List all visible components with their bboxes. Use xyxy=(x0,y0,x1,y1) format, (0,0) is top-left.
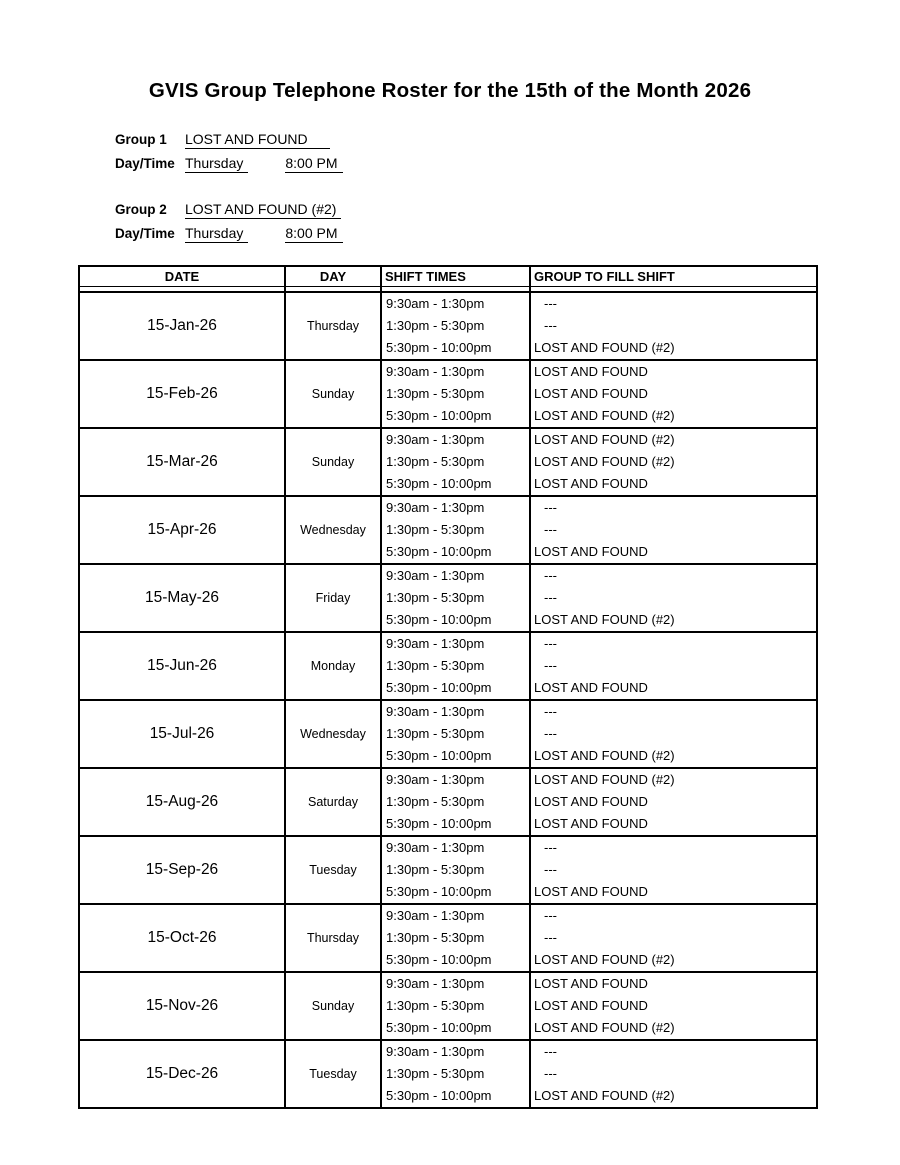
day-cell: Tuesday xyxy=(284,837,380,903)
col-header-group-to-fill: GROUP TO FILL SHIFT xyxy=(529,267,816,286)
table-row xyxy=(80,293,816,359)
group-fill-line: LOST AND FOUND xyxy=(534,794,648,809)
meeting-time-value: 8:00 PM xyxy=(285,155,342,173)
daytime-label: Day/Time xyxy=(115,156,175,171)
day-cell: Sunday xyxy=(284,429,380,495)
shift-time-line: 1:30pm - 5:30pm xyxy=(386,522,485,537)
date-cell: 15-Nov-26 xyxy=(145,997,219,1014)
group-fill-line: LOST AND FOUND (#2) xyxy=(534,454,675,469)
group-fill-cell xyxy=(529,361,816,427)
group-fill-line: LOST AND FOUND (#2) xyxy=(534,1088,675,1103)
shift-time-line: 1:30pm - 5:30pm xyxy=(386,862,485,877)
day-cell: Sunday xyxy=(284,973,380,1039)
table-body xyxy=(80,293,816,1107)
shift-times-cell xyxy=(380,769,529,835)
shift-time-line: 5:30pm - 10:00pm xyxy=(386,748,492,763)
shift-time-line: 9:30am - 1:30pm xyxy=(386,1044,485,1059)
date-cell: 15-Sep-26 xyxy=(145,861,219,878)
group-fill-line: LOST AND FOUND xyxy=(534,976,648,991)
shift-time-line: 5:30pm - 10:00pm xyxy=(386,340,492,355)
group-fill-cell xyxy=(529,1041,816,1107)
empty-fill-line: --- xyxy=(544,658,557,673)
shift-time-line: 1:30pm - 5:30pm xyxy=(386,590,485,605)
roster-table xyxy=(78,265,818,1109)
day-cell: Thursday xyxy=(284,293,380,359)
shift-time-line: 9:30am - 1:30pm xyxy=(386,704,485,719)
double-rule-segment xyxy=(80,287,284,291)
double-rule-segment xyxy=(284,287,380,291)
empty-fill-line: --- xyxy=(544,704,557,719)
shift-time-line: 1:30pm - 5:30pm xyxy=(386,318,485,333)
group-fill-line: LOST AND FOUND xyxy=(534,544,648,559)
page-title: GVIS Group Telephone Roster for the 15th of the Month 2026 xyxy=(148,79,752,102)
shift-time-line: 9:30am - 1:30pm xyxy=(386,500,485,515)
shift-time-line: 5:30pm - 10:00pm xyxy=(386,476,492,491)
group-fill-line: LOST AND FOUND (#2) xyxy=(534,1020,675,1035)
empty-fill-line: --- xyxy=(544,1044,557,1059)
col-header-shift-times: SHIFT TIMES xyxy=(380,267,529,286)
group-fill-cell xyxy=(529,973,816,1039)
group-info-block xyxy=(115,198,343,246)
date-cell: 15-May-26 xyxy=(144,589,220,606)
daytime-label: Day/Time xyxy=(115,226,175,241)
shift-time-line: 5:30pm - 10:00pm xyxy=(386,544,492,559)
group-fill-cell xyxy=(529,837,816,903)
table-row xyxy=(80,767,816,835)
shift-time-line: 5:30pm - 10:00pm xyxy=(386,680,492,695)
table-row xyxy=(80,903,816,971)
table-row xyxy=(80,427,816,495)
shift-time-line: 9:30am - 1:30pm xyxy=(386,840,485,855)
group-fill-cell xyxy=(529,633,816,699)
table-row xyxy=(80,359,816,427)
group-fill-cell xyxy=(529,429,816,495)
group-name-row xyxy=(115,128,343,152)
shift-time-line: 1:30pm - 5:30pm xyxy=(386,930,485,945)
date-cell: 15-Feb-26 xyxy=(146,385,218,402)
table-row xyxy=(80,835,816,903)
group-name-row xyxy=(115,198,343,222)
table-row xyxy=(80,1039,816,1107)
col-header-date: DATE xyxy=(164,269,200,284)
date-cell: 15-Jan-26 xyxy=(147,317,217,334)
group-fill-cell xyxy=(529,565,816,631)
group-fill-line: LOST AND FOUND xyxy=(534,884,648,899)
shift-time-line: 9:30am - 1:30pm xyxy=(386,568,485,583)
group-fill-line: LOST AND FOUND xyxy=(534,476,648,491)
shift-time-line: 9:30am - 1:30pm xyxy=(386,296,485,311)
group-fill-line: LOST AND FOUND (#2) xyxy=(534,432,675,447)
empty-fill-line: --- xyxy=(544,522,557,537)
shift-times-cell xyxy=(380,973,529,1039)
day-cell: Sunday xyxy=(284,361,380,427)
shift-time-line: 9:30am - 1:30pm xyxy=(386,432,485,447)
day-cell: Thursday xyxy=(284,905,380,971)
group-fill-line: LOST AND FOUND xyxy=(534,364,648,379)
shift-times-cell xyxy=(380,293,529,359)
day-cell: Wednesday xyxy=(284,701,380,767)
group-info-block xyxy=(115,128,343,176)
group-name-value: LOST AND FOUND (#2) xyxy=(185,201,341,219)
day-cell: Tuesday xyxy=(284,1041,380,1107)
empty-fill-line: --- xyxy=(544,862,557,877)
date-cell: 15-Aug-26 xyxy=(145,793,219,810)
group-daytime-row xyxy=(115,222,343,246)
group-fill-line: LOST AND FOUND xyxy=(534,816,648,831)
meeting-time-value: 8:00 PM xyxy=(285,225,342,243)
shift-time-line: 1:30pm - 5:30pm xyxy=(386,794,485,809)
shift-time-line: 1:30pm - 5:30pm xyxy=(386,386,485,401)
group-daytime-row xyxy=(115,152,343,176)
table-header-row xyxy=(80,267,816,287)
shift-time-line: 1:30pm - 5:30pm xyxy=(386,998,485,1013)
table-row xyxy=(80,563,816,631)
date-cell: 15-Apr-26 xyxy=(147,521,217,538)
table-row xyxy=(80,699,816,767)
shift-time-line: 1:30pm - 5:30pm xyxy=(386,726,485,741)
group-fill-line: LOST AND FOUND (#2) xyxy=(534,612,675,627)
empty-fill-line: --- xyxy=(544,930,557,945)
date-cell: 15-Dec-26 xyxy=(145,1065,219,1082)
meeting-day-value: Thursday xyxy=(185,155,248,173)
day-cell: Wednesday xyxy=(284,497,380,563)
day-cell: Monday xyxy=(284,633,380,699)
date-cell: 15-Mar-26 xyxy=(146,453,218,470)
day-cell: Saturday xyxy=(284,769,380,835)
group-fill-cell xyxy=(529,293,816,359)
group-fill-line: LOST AND FOUND xyxy=(534,680,648,695)
group-label: Group 1 xyxy=(115,132,167,147)
shift-time-line: 5:30pm - 10:00pm xyxy=(386,884,492,899)
empty-fill-line: --- xyxy=(544,318,557,333)
shift-times-cell xyxy=(380,905,529,971)
shift-time-line: 5:30pm - 10:00pm xyxy=(386,952,492,967)
group-fill-line: LOST AND FOUND (#2) xyxy=(534,408,675,423)
group-fill-line: LOST AND FOUND xyxy=(534,998,648,1013)
group-fill-cell xyxy=(529,905,816,971)
shift-times-cell xyxy=(380,565,529,631)
empty-fill-line: --- xyxy=(544,590,557,605)
empty-fill-line: --- xyxy=(544,1066,557,1081)
day-cell: Friday xyxy=(284,565,380,631)
shift-time-line: 9:30am - 1:30pm xyxy=(386,976,485,991)
shift-time-line: 9:30am - 1:30pm xyxy=(386,908,485,923)
shift-time-line: 1:30pm - 5:30pm xyxy=(386,658,485,673)
shift-time-line: 5:30pm - 10:00pm xyxy=(386,1020,492,1035)
meeting-day-value: Thursday xyxy=(185,225,248,243)
empty-fill-line: --- xyxy=(544,500,557,515)
date-cell: 15-Jul-26 xyxy=(149,725,215,742)
group-fill-line: LOST AND FOUND xyxy=(534,386,648,401)
group-fill-line: LOST AND FOUND (#2) xyxy=(534,952,675,967)
double-rule-segment xyxy=(529,287,816,291)
shift-time-line: 5:30pm - 10:00pm xyxy=(386,408,492,423)
empty-fill-line: --- xyxy=(544,296,557,311)
table-row xyxy=(80,971,816,1039)
shift-time-line: 9:30am - 1:30pm xyxy=(386,364,485,379)
group-label: Group 2 xyxy=(115,202,167,217)
empty-fill-line: --- xyxy=(544,840,557,855)
group-fill-line: LOST AND FOUND (#2) xyxy=(534,340,675,355)
shift-times-cell xyxy=(380,701,529,767)
group-fill-line: LOST AND FOUND (#2) xyxy=(534,772,675,787)
shift-time-line: 5:30pm - 10:00pm xyxy=(386,1088,492,1103)
shift-times-cell xyxy=(380,837,529,903)
empty-fill-line: --- xyxy=(544,726,557,741)
shift-times-cell xyxy=(380,633,529,699)
shift-time-line: 9:30am - 1:30pm xyxy=(386,636,485,651)
group-name-value: LOST AND FOUND xyxy=(185,131,330,149)
shift-times-cell xyxy=(380,497,529,563)
empty-fill-line: --- xyxy=(544,636,557,651)
shift-time-line: 5:30pm - 10:00pm xyxy=(386,612,492,627)
shift-time-line: 1:30pm - 5:30pm xyxy=(386,454,485,469)
shift-times-cell xyxy=(380,1041,529,1107)
empty-fill-line: --- xyxy=(544,908,557,923)
group-fill-cell xyxy=(529,769,816,835)
group-fill-cell xyxy=(529,497,816,563)
table-row xyxy=(80,495,816,563)
group-fill-line: LOST AND FOUND (#2) xyxy=(534,748,675,763)
date-cell: 15-Oct-26 xyxy=(147,929,217,946)
table-row xyxy=(80,631,816,699)
shift-time-line: 5:30pm - 10:00pm xyxy=(386,816,492,831)
date-cell: 15-Jun-26 xyxy=(147,657,217,674)
double-rule-segment xyxy=(380,287,529,291)
shift-time-line: 9:30am - 1:30pm xyxy=(386,772,485,787)
col-header-day: DAY xyxy=(284,267,380,286)
shift-times-cell xyxy=(380,361,529,427)
group-fill-cell xyxy=(529,701,816,767)
shift-times-cell xyxy=(380,429,529,495)
groups-info-section xyxy=(115,128,343,268)
empty-fill-line: --- xyxy=(544,568,557,583)
shift-time-line: 1:30pm - 5:30pm xyxy=(386,1066,485,1081)
